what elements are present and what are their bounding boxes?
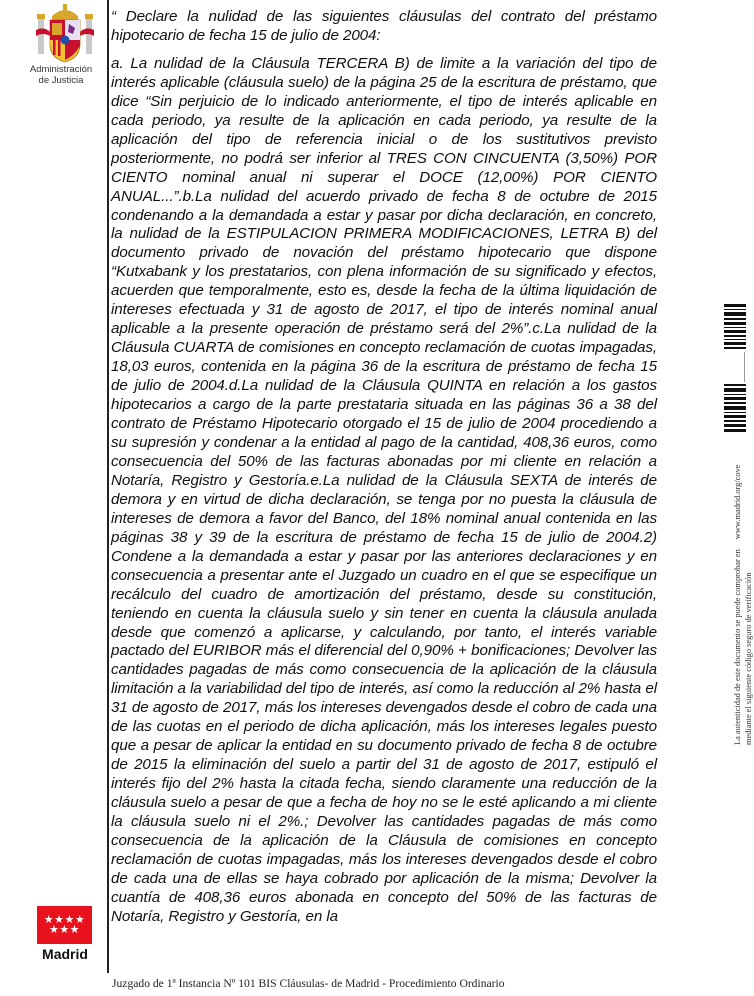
verification-url[interactable]: www.madrid.org/cove [733, 464, 742, 540]
verification-line2: mediante el siguiente código seguro de verificación [743, 572, 753, 745]
star-icon: ★★★ [48, 924, 81, 936]
document-body [111, 8, 657, 927]
body-paragraph-intro: “ Declare la nulidad de las siguientes cláusulas del contrato del préstamo hipotecario de fecha 15 de julio de 2004: [111, 8, 657, 44]
emblem-caption [20, 64, 102, 86]
emblem-caption-line2: de Justicia [38, 75, 84, 86]
verification-line1: La autenticidad de este documento se puede comprobar en [733, 549, 742, 745]
emblem-caption-line1: Administración [29, 64, 93, 75]
coat-of-arms-icon [34, 4, 96, 64]
page-footer: Juzgado de 1ª Instancia Nº 101 BIS Cláusulas- de Madrid - Procedimiento Ordinario [112, 977, 505, 990]
barcode-icon [724, 304, 746, 432]
body-paragraph-clauses: a. La nulidad de la Cláusula TERCERA B) de limite a la variación del tipo de interés aplicable (cláusula suelo) de la página 25 de la escritura de préstamo, que dice “Sin perjuicio de lo indicado anteriormente, el tipo de interés aplicable en cada periodo, ya resulte de la aplicación en cada periodo, ya resulte de la aplicación del tipo de referencia inicial o de los sustitutivos previsto posteriormente, no podrá ser inferior al TRES CON CINCUENTA (3,50%) POR CIENTO nominal anual ni superar el DOCE (12,00%) POR CIENTO ANUAL...”.b.La nulidad del acuerdo privado de fecha 8 de octubre de 2015 condenando a la demandada a estar y pasar por dicha declaración, en concreto, la nulidad de la ESTIPULACION PRIMERA MODIFICACIONES, LETRA B) del documento privado de novación del préstamo hipotecario que dispone “Kutxabank y los prestatarios, con plena información de su significado y efectos, acuerden que temporalmente, esto es, desde la fecha de la última liquidación de intereses efectuada y 31 de agosto de 2017, el tipo de interés nominal anual aplicable a la presente operación de préstamo será del 2%”.c.La nulidad de la Cláusula CUARTA de comisiones en concepto reclamación de cuotas impagadas, 18,03 euros, contenida en la página 36 de la escritura de préstamo de fecha 15 de julio de 2004.d.La nulidad de la Cláusula QUINTA en relación a los gastos hipotecarios a cargo de la parte prestataria situada en las páginas 36 a 38 del contrato de Préstamo Hipotecario otorgado el 15 de julio de 2004 procediendo a su supresión y condenar a la entidad al pago de la cantidad, 408,36 euros, como consecuencia del 50% de las facturas abonadas por mi cliente en relación a Notaría, Registro y Gestoría.e.La nulidad de la Cláusula SEXTA de interés de demora y en virtud de dicha declaración, se tenga por no puesta la cláusula de intereses de demora a favor del Banco, del 18% nominal anual contenida en las páginas 38 y 39 de la escritura de préstamo de fecha 15 de julio de 2004.2) Condene a la demandada a estar y pasar por las anteriores declaraciones y en consecuencia a presentar ante el Juzgado un cuadro en el que se especifique un recálculo del cuadro de amortización del préstamo, desde su constitución, teniendo en cuenta la cláusula suelo y sin tener en cuenta la cláusula anulada desde que comenzó a aplicarse, y calculando, por tanto, el interés variable pactado del EURIBOR más el diferencial del 0,90% + bonificaciones; Devolver las cantidades pagadas de más como consecuencia de la aplicación de la cláusula limitación a la variabilidad del tipo de interés, así como la reducción al 2% hasta el 31 de agosto de 2017, más los intereses devengados desde el cobro de cada una de las cuotas en el periodo de dicha aplicación, más los intereses legales puesto que a pesar de aplicar la entidad en su documento privado de fecha 8 de octubre de 2015 la eliminación del suelo a partir del 31 de agosto de 2017, estipuló el interés fijo del 2% hasta la citada fecha, siendo claramente una reducción de la cláusula suelo a pesar de que a fecha de hoy no se le esté aplicando a mi cliente la cláusula suelo ni el 2%.; Devolver las cantidades pagadas de más como consecuencia de la aplicación de la Cláusula de comisiones en concepto reclamación de cuotas impagadas, más los intereses devengados desde el cobro de cada una de ellas se haya cobrado por aplicación de la misma; Devolver la cuantía de 408,36 euros abonada en concepto del 50% de las facturas de Notaría, Registro y Gestoría, en la [111, 54, 657, 925]
madrid-logo-label: Madrid [42, 946, 88, 962]
margin-rule [107, 0, 109, 973]
verification-note [733, 465, 754, 745]
star-icon: ★★★★ [43, 914, 86, 926]
madrid-flag-logo [37, 906, 92, 944]
